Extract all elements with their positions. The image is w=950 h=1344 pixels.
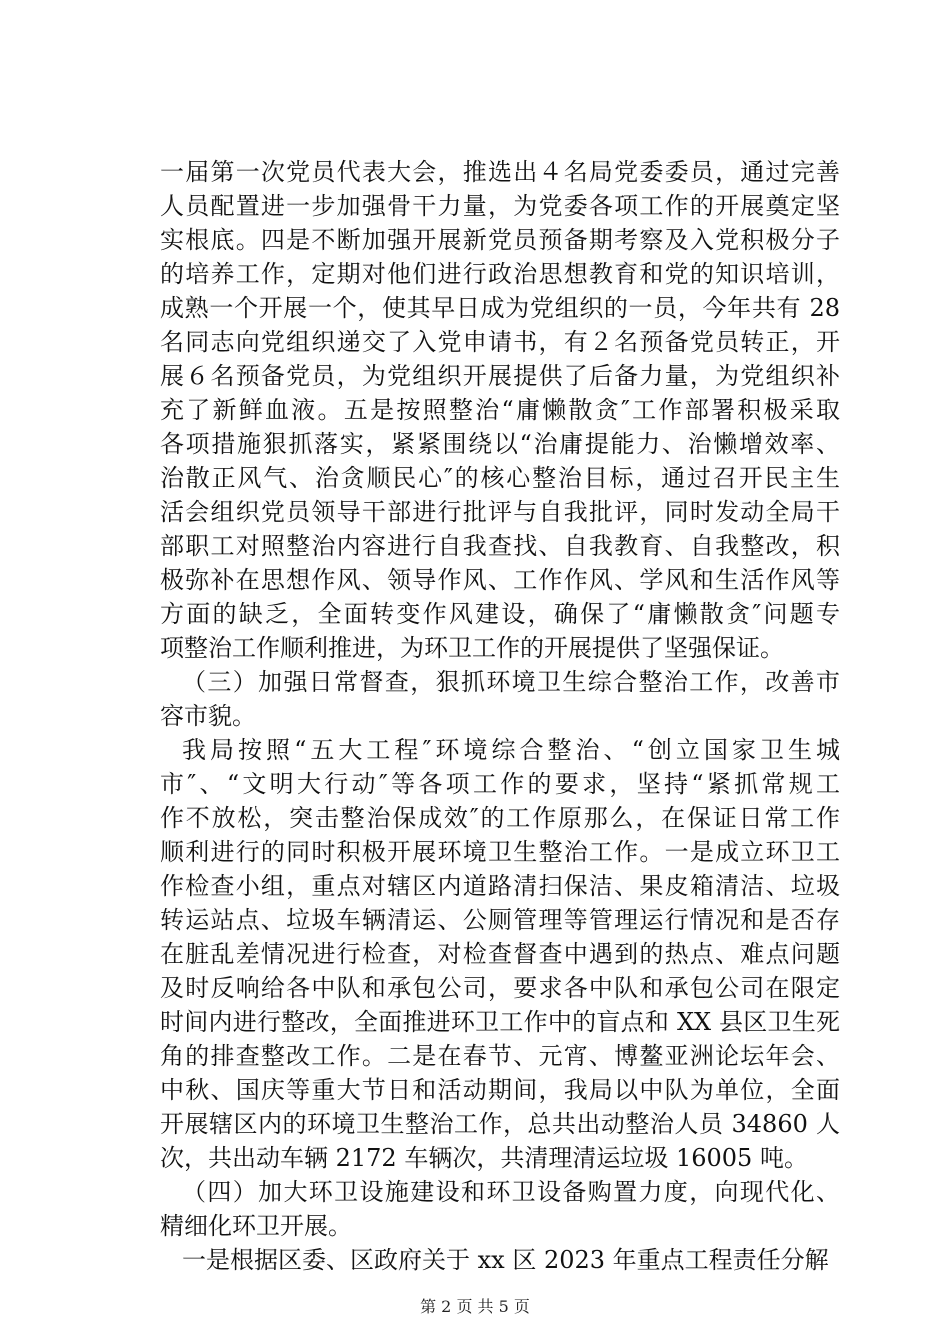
body-text-line: 人员配置进一步加强骨干力量，为党委各项工作的开展奠定坚 [160, 192, 840, 220]
body-text-line: 一届第一次党员代表大会，推选出４名局党委委员，通过完善 [160, 158, 840, 186]
body-text-line: 次，共出动车辆 2172 车辆次，共清理清运垃圾 16005 吨。 [160, 1144, 808, 1172]
body-text-line: 极弥补在思想作风、领导作风、工作作风、学风和生活作风等 [160, 566, 840, 594]
body-text-line: 方面的缺乏，全面转变作风建设，确保了“庸懒散贪″问题专 [160, 600, 840, 628]
body-text-line: 的培养工作，定期对他们进行政治思想教育和党的知识培训， [160, 260, 840, 288]
body-text-line: 市″、“文明大行动″等各项工作的要求，坚持“紧抓常规工 [160, 770, 840, 798]
body-text-line: 转运站点、垃圾车辆清运、公厕管理等管理运行情况和是否存 [160, 906, 840, 934]
section-heading-4-cont: 精细化环卫开展。 [160, 1212, 352, 1240]
body-text-line: 及时反响给各中队和承包公司，要求各中队和承包公司在限定 [160, 974, 840, 1002]
body-text-line: 作检查小组，重点对辖区内道路清扫保洁、果皮箱清洁、垃圾 [160, 872, 840, 900]
page-footer: 第 2 页 共 5 页 [420, 1297, 530, 1316]
body-text-line: 成熟一个开展一个，使其早日成为党组织的一员，今年共有 28 [160, 294, 840, 322]
body-text-line: 时间内进行整改，全面推进环卫工作中的盲点和 XX 县区卫生死 [160, 1008, 840, 1036]
body-text-line: 名同志向党组织递交了入党申请书，有２名预备党员转正，开 [160, 328, 840, 356]
body-text-line: 中秋、国庆等重大节日和活动期间，我局以中队为单位，全面 [160, 1076, 840, 1104]
body-text-line: 一是根据区委、区政府关于 xx 区 2023 年重点工程责任分解 [182, 1246, 829, 1274]
section-heading-3: （三）加强日常督查，狠抓环境卫生综合整治工作，改善市 [182, 668, 840, 696]
body-text-line: 实根底。四是不断加强开展新党员预备期考察及入党积极分子 [160, 226, 840, 254]
body-text-line: 治散正风气、治贪顺民心″的核心整治目标，通过召开民主生 [160, 464, 840, 492]
body-text-line: 展６名预备党员，为党组织开展提供了后备力量，为党组织补 [160, 362, 840, 390]
section-heading-4: （四）加大环卫设施建设和环卫设备购置力度，向现代化、 [182, 1178, 840, 1206]
body-text-line: 我局按照“五大工程″环境综合整治、“创立国家卫生城 [182, 736, 840, 764]
body-text-line: 开展辖区内的环境卫生整治工作，总共出动整治人员 34860 人 [160, 1110, 840, 1138]
body-text-line: 活会组织党员领导干部进行批评与自我批评，同时发动全局干 [160, 498, 840, 526]
body-text-line: 在脏乱差情况进行检查，对检查督查中遇到的热点、难点问题 [160, 940, 840, 968]
body-text-line: 各项措施狠抓落实，紧紧围绕以“治庸提能力、治懒增效率、 [160, 430, 840, 458]
body-text-line: 角的排查整改工作。二是在春节、元宵、博鳌亚洲论坛年会、 [160, 1042, 840, 1070]
body-text-line: 项整治工作顺利推进，为环卫工作的开展提供了坚强保证。 [160, 634, 784, 662]
body-text-line: 充了新鲜血液。五是按照整治“庸懒散贪″工作部署积极采取 [160, 396, 840, 424]
body-text-line: 部职工对照整治内容进行自我查找、自我教育、自我整改，积 [160, 532, 840, 560]
body-text-line: 作不放松，突击整治保成效″的工作原那么，在保证日常工作 [160, 804, 840, 832]
body-text-line: 顺利进行的同时积极开展环境卫生整治工作。一是成立环卫工 [160, 838, 840, 866]
section-heading-3-cont: 容市貌。 [160, 702, 256, 730]
